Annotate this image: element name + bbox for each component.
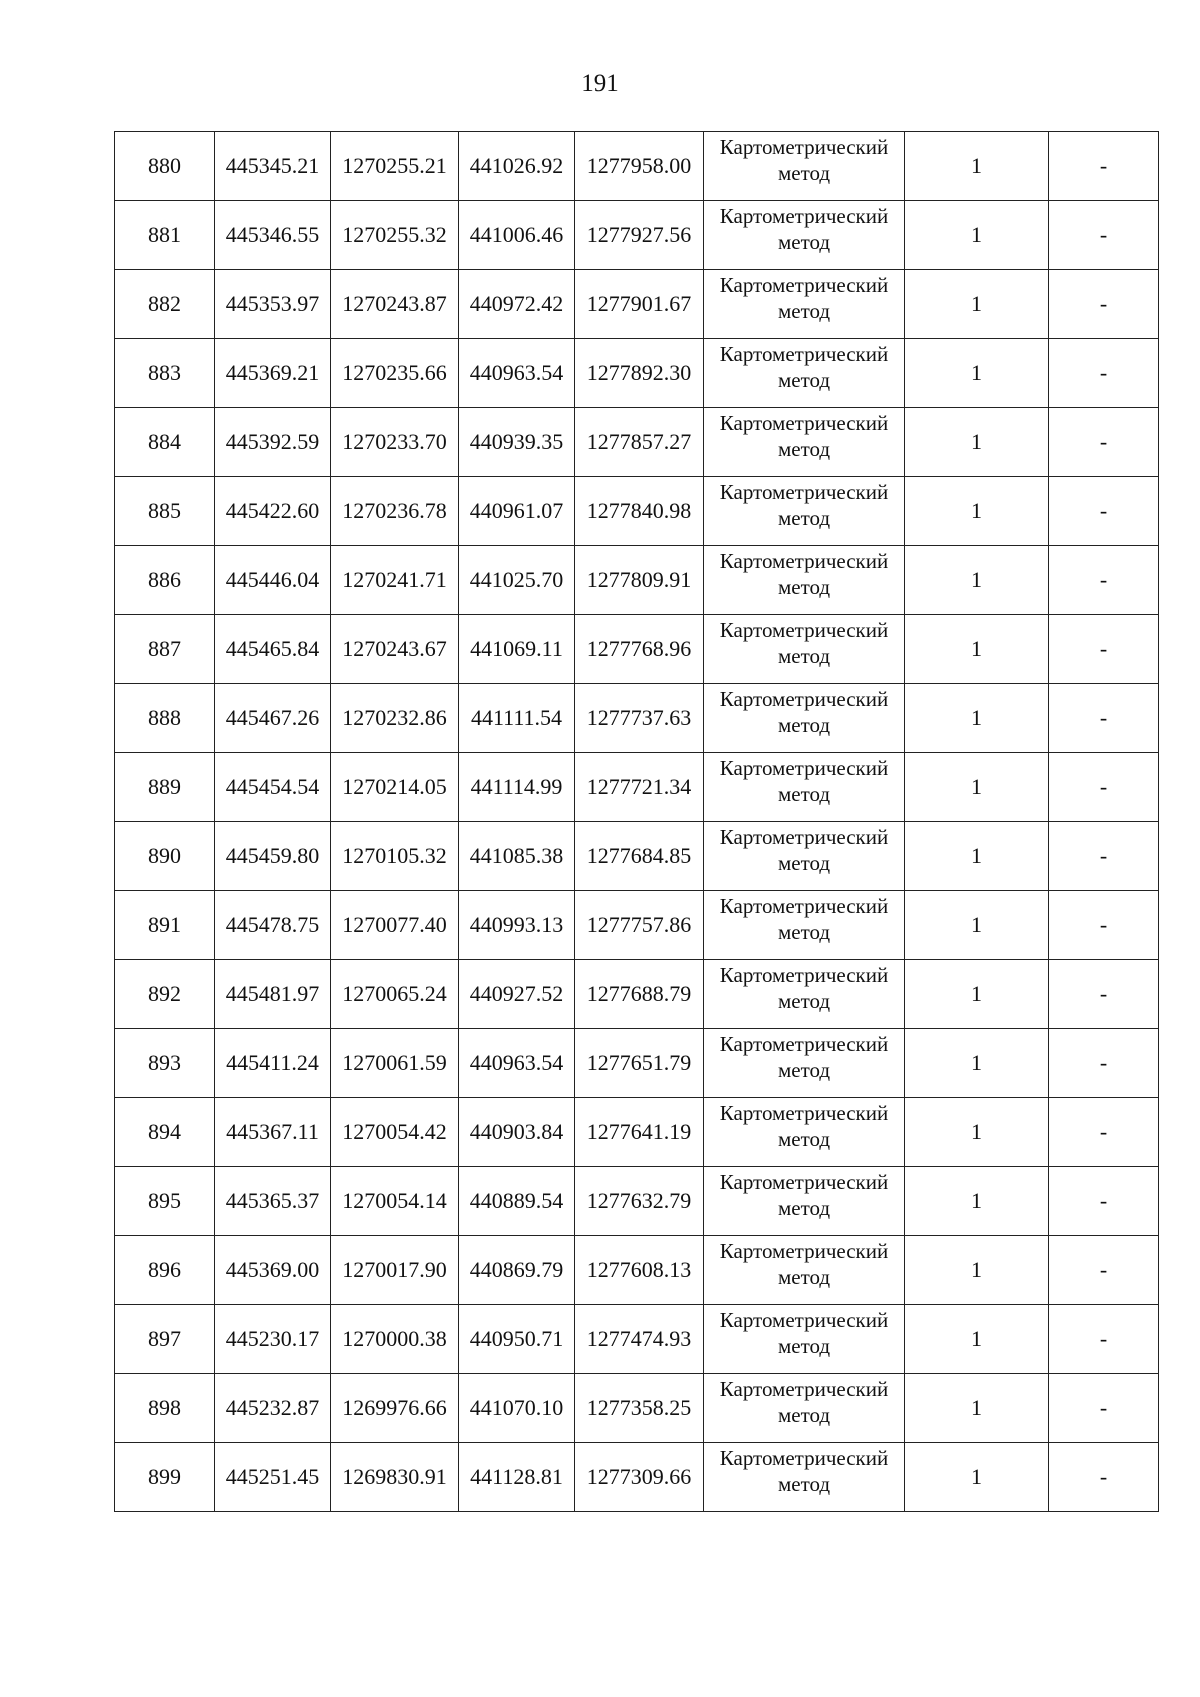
- point-number-cell: 899: [115, 1443, 215, 1512]
- point-number-cell: 894: [115, 1098, 215, 1167]
- y1-cell: 1270105.32: [331, 822, 459, 891]
- method-line-2: метод: [777, 1127, 831, 1151]
- table-row: [115, 132, 1159, 201]
- x2-cell: 441128.81: [459, 1443, 575, 1512]
- method-line-2: метод: [777, 1334, 831, 1358]
- table-row: [115, 1029, 1159, 1098]
- table-row: [115, 753, 1159, 822]
- point-number-cell: 892: [115, 960, 215, 1029]
- x1-cell: 445481.97: [215, 960, 331, 1029]
- table-row: [115, 960, 1159, 1029]
- method-line-2: метод: [777, 1058, 831, 1082]
- method-cell: [704, 201, 905, 270]
- method-line-2: метод: [777, 1403, 831, 1427]
- method-cell: [704, 1236, 905, 1305]
- x1-cell: 445230.17: [215, 1305, 331, 1374]
- x2-cell: 440950.71: [459, 1305, 575, 1374]
- y1-cell: 1270236.78: [331, 477, 459, 546]
- coordinates-table: [114, 131, 1159, 1512]
- method-line-2: метод: [777, 506, 831, 530]
- accuracy-cell: 1: [905, 132, 1049, 201]
- x2-cell: 440963.54: [459, 339, 575, 408]
- note-cell: -: [1049, 753, 1159, 822]
- point-number-cell: 891: [115, 891, 215, 960]
- accuracy-cell: 1: [905, 753, 1049, 822]
- x1-cell: 445251.45: [215, 1443, 331, 1512]
- note-cell: -: [1049, 1029, 1159, 1098]
- y2-cell: 1277358.25: [575, 1374, 704, 1443]
- method-line-2: метод: [777, 230, 831, 254]
- note-cell: -: [1049, 477, 1159, 546]
- method-line-2: метод: [777, 782, 831, 806]
- method-cell: [704, 1443, 905, 1512]
- method-line-1: Картометрический: [719, 1032, 889, 1056]
- method-cell: [704, 270, 905, 339]
- y1-cell: 1270232.86: [331, 684, 459, 753]
- accuracy-cell: 1: [905, 891, 1049, 960]
- method-line-1: Картометрический: [719, 825, 889, 849]
- table-row: [115, 684, 1159, 753]
- method-cell: [704, 1029, 905, 1098]
- x1-cell: 445365.37: [215, 1167, 331, 1236]
- method-line-2: метод: [777, 1265, 831, 1289]
- x2-cell: 441111.54: [459, 684, 575, 753]
- method-line-2: метод: [777, 575, 831, 599]
- y2-cell: 1277892.30: [575, 339, 704, 408]
- method-line-2: метод: [777, 299, 831, 323]
- table-row: [115, 201, 1159, 270]
- table-row: [115, 1236, 1159, 1305]
- y2-cell: 1277768.96: [575, 615, 704, 684]
- point-number-cell: 896: [115, 1236, 215, 1305]
- method-line-2: метод: [777, 851, 831, 875]
- x1-cell: 445353.97: [215, 270, 331, 339]
- table-row: [115, 822, 1159, 891]
- x1-cell: 445411.24: [215, 1029, 331, 1098]
- note-cell: -: [1049, 891, 1159, 960]
- y2-cell: 1277684.85: [575, 822, 704, 891]
- y2-cell: 1277840.98: [575, 477, 704, 546]
- x1-cell: 445346.55: [215, 201, 331, 270]
- y1-cell: 1270214.05: [331, 753, 459, 822]
- accuracy-cell: 1: [905, 1236, 1049, 1305]
- point-number-cell: 885: [115, 477, 215, 546]
- method-line-1: Картометрический: [719, 342, 889, 366]
- y2-cell: 1277927.56: [575, 201, 704, 270]
- table-row: [115, 1305, 1159, 1374]
- x1-cell: 445478.75: [215, 891, 331, 960]
- accuracy-cell: 1: [905, 408, 1049, 477]
- x1-cell: 445422.60: [215, 477, 331, 546]
- method-line-2: метод: [777, 368, 831, 392]
- accuracy-cell: 1: [905, 1374, 1049, 1443]
- y1-cell: 1270000.38: [331, 1305, 459, 1374]
- y1-cell: 1270235.66: [331, 339, 459, 408]
- method-cell: [704, 339, 905, 408]
- x2-cell: 441026.92: [459, 132, 575, 201]
- method-line-1: Картометрический: [719, 411, 889, 435]
- note-cell: -: [1049, 408, 1159, 477]
- accuracy-cell: 1: [905, 615, 1049, 684]
- method-cell: [704, 408, 905, 477]
- note-cell: -: [1049, 960, 1159, 1029]
- note-cell: -: [1049, 546, 1159, 615]
- note-cell: -: [1049, 201, 1159, 270]
- x1-cell: 445467.26: [215, 684, 331, 753]
- method-line-1: Картометрический: [719, 549, 889, 573]
- note-cell: -: [1049, 1098, 1159, 1167]
- x1-cell: 445454.54: [215, 753, 331, 822]
- x2-cell: 440869.79: [459, 1236, 575, 1305]
- accuracy-cell: 1: [905, 1305, 1049, 1374]
- x2-cell: 440961.07: [459, 477, 575, 546]
- x1-cell: 445465.84: [215, 615, 331, 684]
- x1-cell: 445369.21: [215, 339, 331, 408]
- y1-cell: 1270243.87: [331, 270, 459, 339]
- table-row: [115, 408, 1159, 477]
- method-line-1: Картометрический: [719, 618, 889, 642]
- y2-cell: 1277474.93: [575, 1305, 704, 1374]
- point-number-cell: 882: [115, 270, 215, 339]
- method-line-1: Картометрический: [719, 687, 889, 711]
- y1-cell: 1270255.32: [331, 201, 459, 270]
- accuracy-cell: 1: [905, 684, 1049, 753]
- x1-cell: 445232.87: [215, 1374, 331, 1443]
- note-cell: -: [1049, 1167, 1159, 1236]
- point-number-cell: 886: [115, 546, 215, 615]
- method-cell: [704, 891, 905, 960]
- x2-cell: 440903.84: [459, 1098, 575, 1167]
- method-line-1: Картометрический: [719, 1446, 889, 1470]
- method-line-2: метод: [777, 437, 831, 461]
- y2-cell: 1277688.79: [575, 960, 704, 1029]
- point-number-cell: 895: [115, 1167, 215, 1236]
- x1-cell: 445369.00: [215, 1236, 331, 1305]
- accuracy-cell: 1: [905, 546, 1049, 615]
- x1-cell: 445367.11: [215, 1098, 331, 1167]
- point-number-cell: 890: [115, 822, 215, 891]
- table-row: [115, 1167, 1159, 1236]
- note-cell: -: [1049, 132, 1159, 201]
- y2-cell: 1277608.13: [575, 1236, 704, 1305]
- method-cell: [704, 1305, 905, 1374]
- point-number-cell: 884: [115, 408, 215, 477]
- x2-cell: 440963.54: [459, 1029, 575, 1098]
- y1-cell: 1269976.66: [331, 1374, 459, 1443]
- x2-cell: 441006.46: [459, 201, 575, 270]
- table-body: [115, 132, 1159, 1512]
- x2-cell: 440889.54: [459, 1167, 575, 1236]
- method-line-1: Картометрический: [719, 480, 889, 504]
- method-line-1: Картометрический: [719, 1101, 889, 1125]
- method-cell: [704, 822, 905, 891]
- table-row: [115, 339, 1159, 408]
- x2-cell: 441025.70: [459, 546, 575, 615]
- y2-cell: 1277721.34: [575, 753, 704, 822]
- y2-cell: 1277809.91: [575, 546, 704, 615]
- method-cell: [704, 132, 905, 201]
- method-line-2: метод: [777, 1196, 831, 1220]
- accuracy-cell: 1: [905, 1029, 1049, 1098]
- accuracy-cell: 1: [905, 201, 1049, 270]
- y1-cell: 1270061.59: [331, 1029, 459, 1098]
- method-cell: [704, 1167, 905, 1236]
- y2-cell: 1277857.27: [575, 408, 704, 477]
- method-cell: [704, 1374, 905, 1443]
- method-line-1: Картометрический: [719, 1377, 889, 1401]
- table-row: [115, 1443, 1159, 1512]
- table-row: [115, 891, 1159, 960]
- table-row: [115, 477, 1159, 546]
- note-cell: -: [1049, 822, 1159, 891]
- method-line-1: Картометрический: [719, 135, 889, 159]
- method-line-2: метод: [777, 161, 831, 185]
- method-line-1: Картометрический: [719, 894, 889, 918]
- page-number: 191: [581, 70, 619, 97]
- accuracy-cell: 1: [905, 960, 1049, 1029]
- x2-cell: 441114.99: [459, 753, 575, 822]
- x2-cell: 441085.38: [459, 822, 575, 891]
- y2-cell: 1277641.19: [575, 1098, 704, 1167]
- x1-cell: 445446.04: [215, 546, 331, 615]
- method-cell: [704, 615, 905, 684]
- accuracy-cell: 1: [905, 1167, 1049, 1236]
- x2-cell: 441070.10: [459, 1374, 575, 1443]
- table-row: [115, 615, 1159, 684]
- y2-cell: 1277309.66: [575, 1443, 704, 1512]
- x1-cell: 445345.21: [215, 132, 331, 201]
- point-number-cell: 881: [115, 201, 215, 270]
- x2-cell: 440927.52: [459, 960, 575, 1029]
- note-cell: -: [1049, 339, 1159, 408]
- table-row: [115, 270, 1159, 339]
- y1-cell: 1270065.24: [331, 960, 459, 1029]
- y2-cell: 1277632.79: [575, 1167, 704, 1236]
- accuracy-cell: 1: [905, 1098, 1049, 1167]
- method-line-2: метод: [777, 920, 831, 944]
- point-number-cell: 880: [115, 132, 215, 201]
- x2-cell: 441069.11: [459, 615, 575, 684]
- table-row: [115, 546, 1159, 615]
- y1-cell: 1269830.91: [331, 1443, 459, 1512]
- x1-cell: 445459.80: [215, 822, 331, 891]
- y2-cell: 1277757.86: [575, 891, 704, 960]
- method-cell: [704, 477, 905, 546]
- method-line-1: Картометрический: [719, 963, 889, 987]
- accuracy-cell: 1: [905, 477, 1049, 546]
- point-number-cell: 883: [115, 339, 215, 408]
- point-number-cell: 897: [115, 1305, 215, 1374]
- accuracy-cell: 1: [905, 1443, 1049, 1512]
- y2-cell: 1277958.00: [575, 132, 704, 201]
- accuracy-cell: 1: [905, 270, 1049, 339]
- x2-cell: 440972.42: [459, 270, 575, 339]
- method-cell: [704, 684, 905, 753]
- method-cell: [704, 960, 905, 1029]
- y1-cell: 1270054.42: [331, 1098, 459, 1167]
- method-line-1: Картометрический: [719, 1170, 889, 1194]
- note-cell: -: [1049, 270, 1159, 339]
- note-cell: -: [1049, 684, 1159, 753]
- method-line-1: Картометрический: [719, 1239, 889, 1263]
- note-cell: -: [1049, 1443, 1159, 1512]
- method-line-2: метод: [777, 713, 831, 737]
- y1-cell: 1270241.71: [331, 546, 459, 615]
- method-line-1: Картометрический: [719, 273, 889, 297]
- point-number-cell: 888: [115, 684, 215, 753]
- point-number-cell: 898: [115, 1374, 215, 1443]
- y2-cell: 1277901.67: [575, 270, 704, 339]
- table-row: [115, 1374, 1159, 1443]
- method-line-1: Картометрический: [719, 756, 889, 780]
- y1-cell: 1270054.14: [331, 1167, 459, 1236]
- method-cell: [704, 1098, 905, 1167]
- x1-cell: 445392.59: [215, 408, 331, 477]
- method-line-1: Картометрический: [719, 1308, 889, 1332]
- method-cell: [704, 546, 905, 615]
- y1-cell: 1270243.67: [331, 615, 459, 684]
- method-line-2: метод: [777, 644, 831, 668]
- y1-cell: 1270017.90: [331, 1236, 459, 1305]
- note-cell: -: [1049, 1236, 1159, 1305]
- x2-cell: 440939.35: [459, 408, 575, 477]
- accuracy-cell: 1: [905, 339, 1049, 408]
- y1-cell: 1270077.40: [331, 891, 459, 960]
- x2-cell: 440993.13: [459, 891, 575, 960]
- method-line-1: Картометрический: [719, 204, 889, 228]
- method-line-2: метод: [777, 1472, 831, 1496]
- y2-cell: 1277737.63: [575, 684, 704, 753]
- y1-cell: 1270233.70: [331, 408, 459, 477]
- note-cell: -: [1049, 1374, 1159, 1443]
- note-cell: -: [1049, 615, 1159, 684]
- y1-cell: 1270255.21: [331, 132, 459, 201]
- table-row: [115, 1098, 1159, 1167]
- point-number-cell: 887: [115, 615, 215, 684]
- method-line-2: метод: [777, 989, 831, 1013]
- y2-cell: 1277651.79: [575, 1029, 704, 1098]
- point-number-cell: 893: [115, 1029, 215, 1098]
- accuracy-cell: 1: [905, 822, 1049, 891]
- note-cell: -: [1049, 1305, 1159, 1374]
- method-cell: [704, 753, 905, 822]
- point-number-cell: 889: [115, 753, 215, 822]
